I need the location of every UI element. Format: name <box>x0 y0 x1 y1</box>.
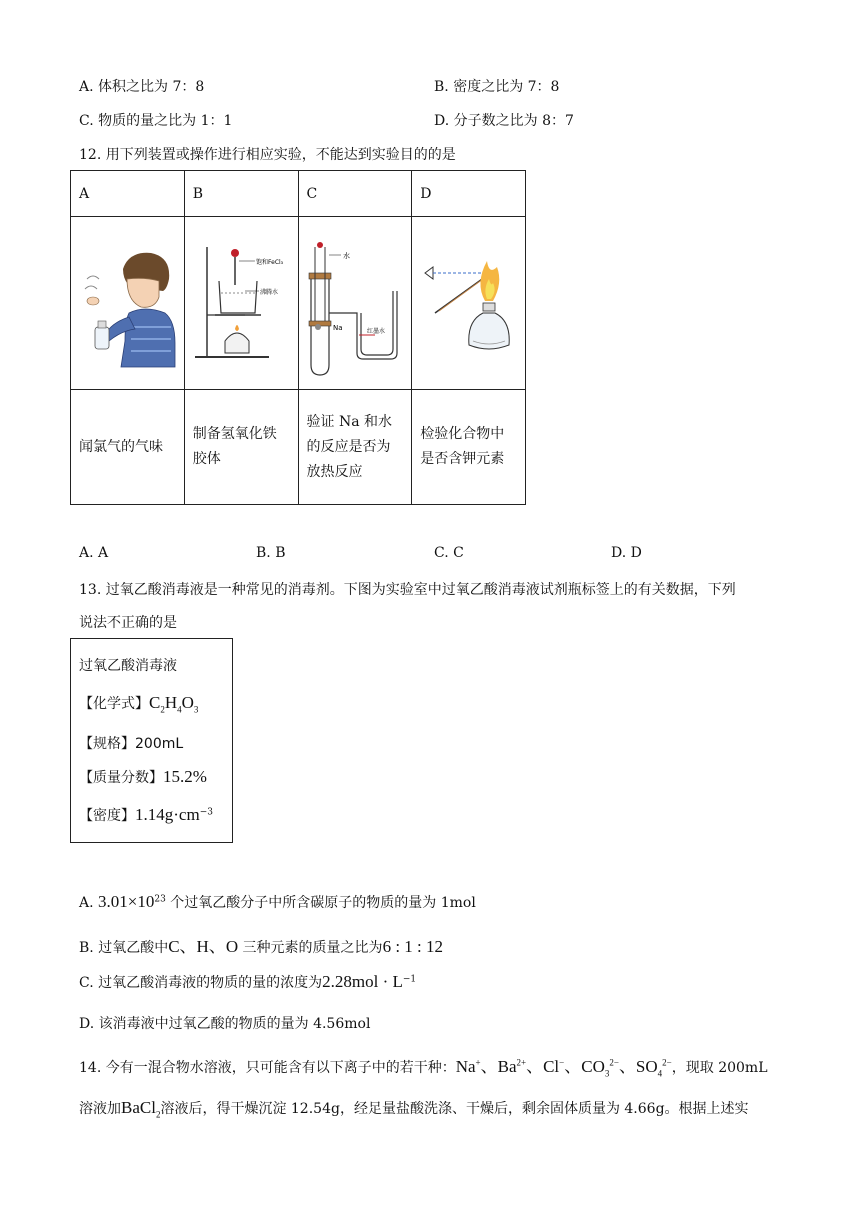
q14-line2-text: 溶液后，得干燥沉淀 12.54g，经足量盐酸洗涤、干燥后，剩余固体质量为 4.66g。根据上述实 <box>160 1101 749 1117</box>
q14-line2 <box>79 1098 749 1118</box>
label-boiling-water: 沸腾水 <box>260 289 279 296</box>
na-water-apparatus-illustration <box>299 217 411 385</box>
q13-b-ratio: 6 : 1 : 12 <box>382 937 444 956</box>
q13-b-elements: C、H、O <box>168 937 239 956</box>
q14-line1-tail: ，现取 200mL <box>671 1060 768 1076</box>
reagent-density-row: 【密度】$1.14g\cdot cm^{-3}$ <box>79 805 213 824</box>
q13-stem-line2: 说法不正确的是 <box>79 615 177 631</box>
q12-desc-a <box>71 390 185 505</box>
q13-c-text: C. 过氧乙酸消毒液的物质的量的浓度为 <box>79 975 323 991</box>
q14-bacl2: BaCl$_2$ <box>121 1098 161 1120</box>
q12-desc-d-line2: 是否含钾元素 <box>420 451 505 467</box>
q13-option-a <box>79 892 476 912</box>
q11-option-a: A. 体积之比为 7：8 <box>79 79 205 95</box>
mass-tag: 【质量分数】 <box>79 770 163 786</box>
q13-a-prefix: A. <box>79 895 99 911</box>
q12-desc-a-line1: 闻氯气的气味 <box>79 438 163 455</box>
formula-tag: 【化学式】 <box>79 696 149 712</box>
reagent-name: 过氧乙酸消毒液 <box>79 658 177 674</box>
q12-table <box>70 170 526 505</box>
label-red-ink: 红墨水 <box>366 328 385 335</box>
q12-header-a: A <box>71 171 185 217</box>
q12-desc-d-line1: 检验化合物中 <box>420 426 505 442</box>
density-value: 1.14g·cm <box>135 805 200 824</box>
q14-line2-prefix: 溶液加 <box>79 1101 121 1117</box>
q13-b-text: 三种元素的质量之比为 <box>238 940 383 956</box>
label-water: 水 <box>342 252 350 260</box>
colloid-apparatus-illustration <box>185 217 297 385</box>
q12-desc-c-line1: 验证 Na 和水 <box>306 413 392 430</box>
q13-a-number: 3.01×10 <box>98 892 155 911</box>
q12-desc-d <box>412 390 526 505</box>
formula-value: $C_2H_4O_3$ <box>149 693 199 715</box>
q12-header-d: D <box>412 171 526 217</box>
q12-image-c <box>298 217 412 390</box>
q11-option-b: B. 密度之比为 7：8 <box>434 79 560 95</box>
q12-desc-b-line1: 制备氢氧化铁 <box>192 426 277 442</box>
q12-option-a: A. A <box>79 545 109 561</box>
q12-image-d <box>412 217 526 390</box>
q13-stem-line1: 13. 过氧乙酸消毒液是一种常见的消毒剂。下图为实验室中过氧乙酸消毒液试剂瓶标签上的有关数据，下列 <box>79 582 736 598</box>
q12-desc-b <box>184 390 298 505</box>
q14-ions: Na+、$Ba^{2+}$、Cl−、$CO_3^{2-}$、$SO_4^{2-}$ <box>455 1057 672 1079</box>
q12-option-b: B. B <box>256 545 286 561</box>
q12-image-a <box>71 217 185 390</box>
q13-option-c: C. 过氧乙酸消毒液的物质的量的浓度为$2.28mol \cdot L^{-1}$ <box>79 972 417 991</box>
q12-option-d: D. D <box>611 545 642 561</box>
q14-line1-text: 14. 今有一混合物水溶液，只可能含有以下离子中的若干种： <box>79 1060 456 1076</box>
flame-test-illustration <box>413 217 525 385</box>
density-tag: 【密度】 <box>79 808 135 824</box>
q13-c-value: 2.28mol · L <box>322 972 403 991</box>
q13-a-text: 个过氧乙酸分子中所含碳原子的物质的量为 1mol <box>165 895 476 911</box>
q13-option-d: D. 该消毒液中过氧乙酸的物质的量为 4.56mol <box>79 1016 371 1032</box>
spec-value: 200mL <box>135 736 184 752</box>
q14-line1 <box>79 1052 768 1077</box>
q13-a-exponent: 23 <box>154 894 166 905</box>
q12-stem: 12. 用下列装置或操作进行相应实验，不能达到实验目的的是 <box>79 147 456 163</box>
spec-tag: 【规格】 <box>79 736 135 752</box>
reagent-mass-row <box>79 767 207 787</box>
q12-option-c: C. C <box>434 545 464 561</box>
label-na: Na <box>332 324 343 332</box>
reagent-label-box <box>70 638 233 843</box>
q12-desc-c-line2: 的反应是否为 <box>306 438 391 455</box>
mass-value: 15.2% <box>163 767 207 786</box>
q12-desc-b-line2: 胶体 <box>192 451 221 467</box>
q13-option-b <box>79 932 443 957</box>
q12-desc-c <box>298 390 412 505</box>
q11-option-d: D. 分子数之比为 8：7 <box>434 113 574 129</box>
q13-b-prefix: B. 过氧乙酸中 <box>79 940 169 956</box>
reagent-formula-row <box>79 693 198 713</box>
q12-header-b: B <box>184 171 298 217</box>
label-fecl3: 饱和FeCl₃ <box>256 259 284 266</box>
q12-image-b <box>184 217 298 390</box>
q11-option-c: C. 物质的量之比为 1：1 <box>79 113 233 129</box>
q12-header-c: C <box>298 171 412 217</box>
reagent-spec-row <box>79 733 183 753</box>
smelling-gas-illustration <box>71 217 183 385</box>
q12-desc-c-line3: 放热反应 <box>306 463 363 480</box>
